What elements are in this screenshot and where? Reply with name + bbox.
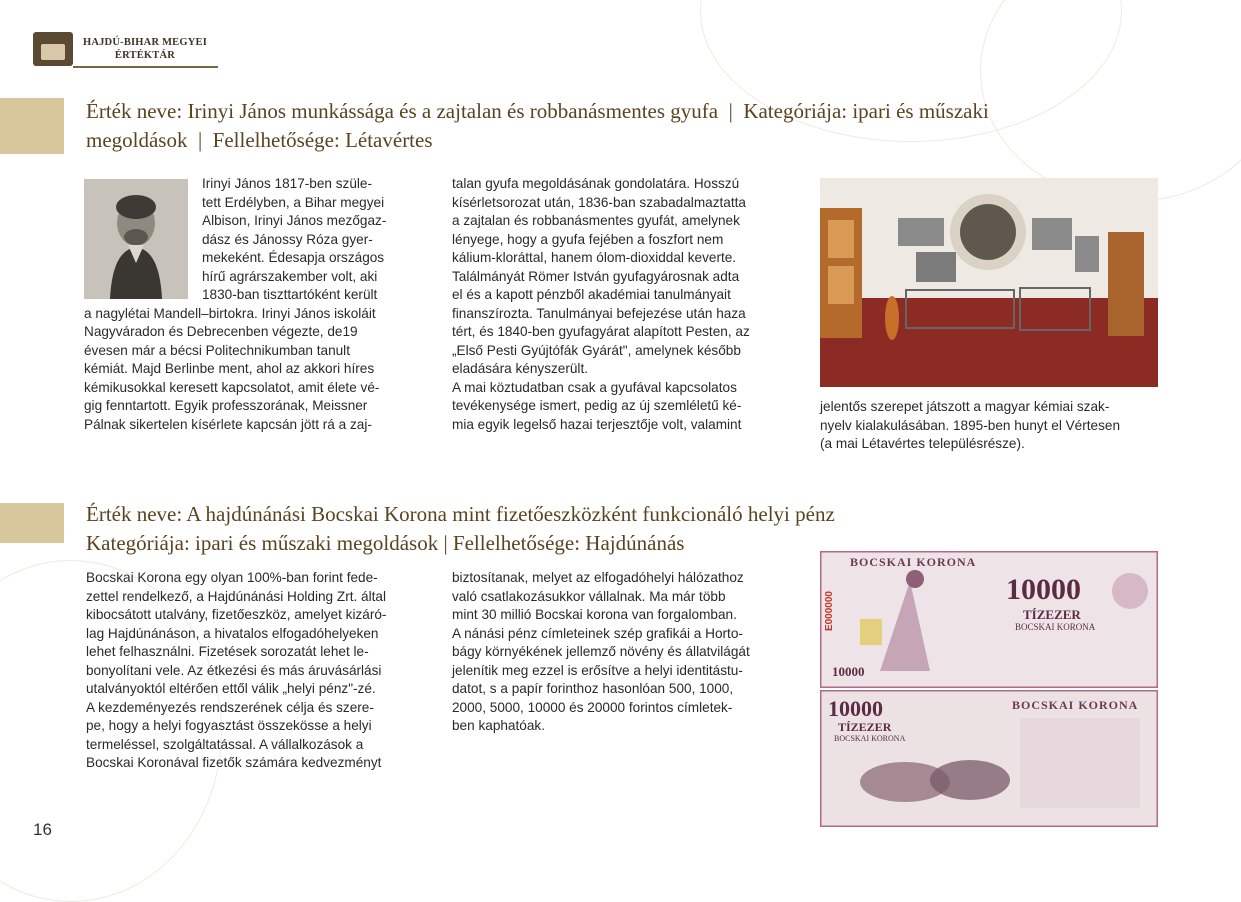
background-ornament — [980, 0, 1241, 202]
section2-col2-lines — [452, 569, 792, 736]
text-line: kálium-kloráttal, hanem ólom-dioxiddal keverte. — [452, 250, 737, 265]
banknote-back-title: BOCSKAI KORONA — [1012, 698, 1139, 712]
banknote-front-value-word: TÍZEZER — [1023, 607, 1081, 622]
text-line: lehet felhasználni. Fizetések sorozatát lehet le- — [86, 644, 369, 659]
section1-heading-line2: megoldások | Fellelhetősége: Létavértes — [86, 128, 433, 152]
text-line: Pálnak sikertelen kísérlete kapcsán jött rá a zaj- — [84, 416, 372, 432]
text-line: termeléssel, szolgáltatással. A vállalkozások a — [86, 736, 364, 752]
logo-line-2: ÉRTÉKTÁR — [114, 50, 176, 61]
banknote-back-value: 10000 — [828, 696, 883, 721]
text-line: mint 30 millió Bocskai korona van forgalomban. — [452, 607, 737, 622]
text-line: kémikusokkal keresett kapcsolatot, amit élete vé- — [84, 379, 380, 395]
text-line: való csatlakozásukkor vállalnak. Ma már több — [452, 588, 726, 604]
text-line: kísérletsorozat után, 1836-ban szabadalmaztatta — [452, 194, 746, 210]
text-line: talan gyufa megoldásának gondolatára. Hosszú — [452, 176, 740, 191]
text-line: mekeként. Édesapja országos — [202, 250, 385, 265]
text-line: Bocskai Koronával fizetők számára kedvezményt — [86, 755, 382, 770]
banknote-front-title: BOCSKAI KORONA — [850, 555, 977, 569]
banknote-front-subtitle: BOCSKAI KORONA — [1015, 622, 1096, 632]
logo-text — [79, 36, 211, 62]
section2-heading-line2: Kategóriája: ipari és műszaki megoldások | Fellelhetősége: Hajdúnánás — [86, 531, 685, 555]
text-line: A mai köztudatban csak a gyufával kapcsolatos — [452, 379, 737, 395]
section1-column-2-text — [452, 175, 792, 434]
text-line: datot, s a papír forinthoz hasonlóan 500, 1000, — [452, 681, 734, 696]
text-line: tevékenysége ismert, pedig az új szemléletű ké- — [452, 398, 742, 413]
section1-heading — [86, 97, 989, 155]
logo-line-1: HAJDÚ-BIHAR MEGYEI — [82, 37, 208, 48]
text-line: jelentős szerepet játszott a magyar kémiai szak- — [820, 399, 1110, 414]
logo-emblem-icon — [33, 32, 73, 66]
banknote-front-serial: E000000 — [824, 591, 835, 632]
section2-col1-lines — [86, 569, 422, 773]
text-line: lag Hajdúnánáson, a hivatalos elfogadóhelyeken — [86, 625, 379, 641]
section1-column-3-text — [820, 398, 1160, 454]
section1-col2-lines — [452, 175, 792, 434]
text-line: utalványoktól eltérően ettől válik „helyi pénz"-zé. — [86, 681, 376, 696]
text-line: jelenítik meg ezzel is erősítve a helyi identitástu- — [452, 662, 743, 678]
section1-column-1-text — [84, 175, 420, 434]
section2-column-2-text — [452, 569, 792, 736]
section1-col3-lines — [820, 398, 1160, 454]
text-line: bonyolítani vele. Az étkezési és más áruvásárlási — [86, 662, 382, 678]
text-line: bágy környékének jellemző növény és állatvilágát — [452, 644, 750, 659]
text-line: Találmányát Römer István gyufagyárosnak adta — [452, 268, 740, 284]
logo-underline — [73, 66, 218, 68]
section2-column-1-text — [86, 569, 422, 773]
text-line: lényege, hogy a gyufa fejében a foszfort nem — [452, 231, 724, 247]
text-line: tett Erdélyben, a Bihar megyei — [202, 194, 385, 210]
text-line: évesen már a bécsi Politechnikumban tanult — [84, 342, 350, 358]
banknote-back-image — [820, 690, 1158, 827]
text-line: nyelv kialakulásában. 1895-ben hunyt el Vértesen — [820, 417, 1121, 433]
section1-col1-lines — [84, 175, 420, 434]
county-value-store-logo — [33, 30, 218, 70]
banknote-back-subtitle: BOCSKAI KORONA — [834, 734, 906, 743]
text-line: „Első Pesti Gyújtófák Gyárát", amelynek később — [452, 342, 741, 358]
text-line: kémiát. Majd Berlinbe ment, ahol az akkori híres — [84, 361, 375, 376]
text-line: A nánási pénz címleteinek szép grafikái a Horto- — [452, 625, 743, 641]
text-line: biztosítanak, melyet az elfogadóhelyi hálózathoz — [452, 570, 744, 585]
section-marker-band — [0, 503, 64, 543]
text-line: el és a kapott pénzből akadémiai tanulmányait — [452, 287, 731, 302]
banknote-front-value: 10000 — [1006, 573, 1081, 606]
banknote-back-value-word: TÍZEZER — [838, 720, 892, 734]
text-line: 2000, 5000, 10000 és 20000 forintos címletek- — [452, 699, 733, 715]
text-line: ben kaphatóak. — [452, 718, 545, 733]
page-number: 16 — [33, 820, 52, 839]
text-line: 1830-ban tiszttartóként került — [202, 287, 378, 302]
text-line: hírű agrárszakember volt, aki — [202, 268, 378, 284]
text-line: gig fenntartott. Egyik professzorának, Meissner — [84, 398, 368, 413]
text-line: a zajtalan és robbanásmentes gyufát, amelynek — [452, 213, 740, 228]
banknote-front-corner-value: 10000 — [832, 664, 865, 679]
text-line: pe, hogy a helyi fogyasztást összekösse a helyi — [86, 718, 372, 733]
text-line: Nagyváradon és Debrecenben végezte, de19 — [84, 324, 358, 339]
text-line: tért, és 1840-ben gyufagyárat alapított Pesten, az — [452, 324, 750, 339]
text-line: A kezdeményezés rendszerének célja és szere- — [86, 699, 374, 715]
text-line: zettel rendelkező, a Hajdúnánási Holding Zrt. által — [86, 588, 386, 604]
text-line: kibocsátott utalvány, fizetőeszköz, amelyet kizáró- — [86, 607, 387, 622]
text-line: Bocskai Korona egy olyan 100%-ban forint fede- — [86, 570, 378, 585]
museum-room-photo — [820, 178, 1158, 387]
section-marker-band — [0, 98, 64, 154]
text-line: (a mai Létavértes településrésze). — [820, 436, 1025, 451]
text-line: Albison, Irinyi János mezőgaz- — [202, 213, 387, 228]
text-line: Irinyi János 1817-ben szüle- — [202, 176, 373, 191]
section1-heading-line1: Érték neve: Irinyi János munkássága és a zajtalan és robbanásmentes gyufa | Kategóriája: ipari és műszaki — [86, 99, 989, 123]
text-line: finanszírozta. Tanulmányai befejezése után haza — [452, 305, 746, 321]
text-line: eladására kényszerült. — [452, 361, 589, 376]
section2-heading-line1: Érték neve: A hajdúnánási Bocskai Korona mint fizetőeszközként funkcionáló helyi pénz — [86, 502, 835, 526]
text-line: a nagylétai Mandell–birtokra. Irinyi János iskoláit — [84, 305, 376, 321]
section2-heading — [86, 500, 835, 558]
text-line: dász és Jánossy Róza gyer- — [202, 231, 373, 247]
text-line: mia egyik legelső hazai terjesztője volt, valamint — [452, 416, 742, 432]
banknote-front-image — [820, 551, 1158, 688]
